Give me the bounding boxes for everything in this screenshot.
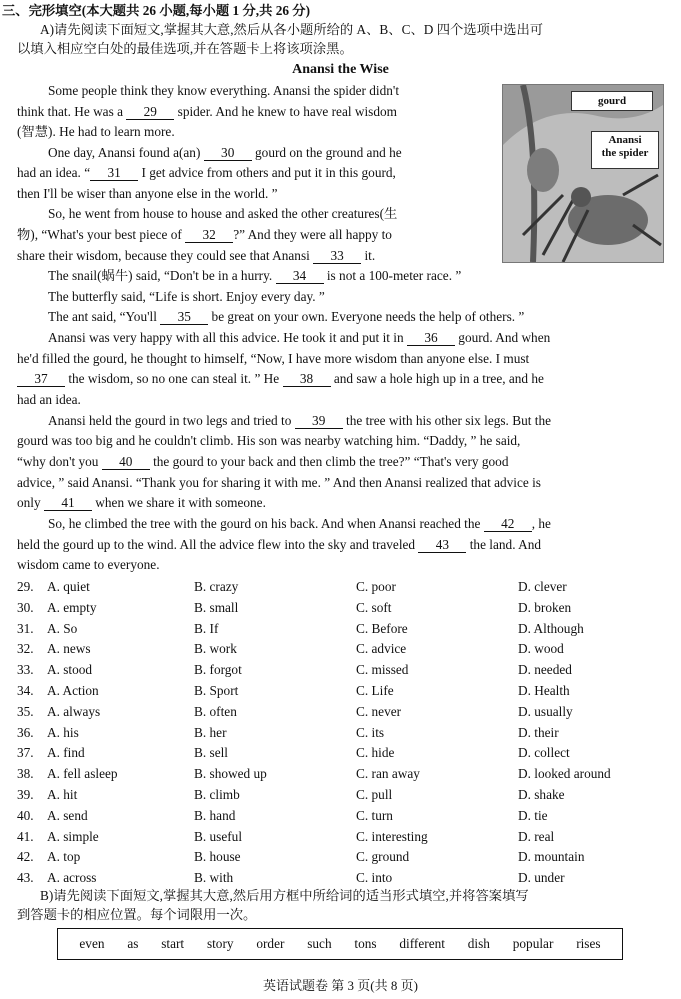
passage-line: The snail(蜗牛) said, “Don't be in a hurry. 34 is not a 100-meter race. ” [48, 268, 462, 283]
option-d[interactable]: D. under [518, 870, 565, 886]
passage-line: One day, Anansi found a(an) 30 gourd on the ground and he [48, 145, 402, 160]
question-number: 33. [17, 662, 34, 678]
option-a[interactable]: A. always [47, 703, 101, 719]
option-d[interactable]: D. their [518, 724, 559, 740]
question-number: 37. [17, 745, 34, 761]
option-a[interactable]: A. stood [47, 662, 93, 678]
word-box-item: dish [467, 936, 490, 951]
blank-31: 31 [90, 165, 138, 181]
passage-line: “why don't you 40 the gourd to your back and then climb the tree?” “That's very good [17, 454, 509, 469]
option-a[interactable]: A. simple [47, 828, 99, 844]
option-c[interactable]: C. Life [356, 683, 394, 698]
part-b-instruction-1: B)请先阅读下面短文,掌握其大意,然后用方框中所给词的适当形式填空,并将答案填写 [40, 888, 529, 903]
option-a[interactable]: A. quiet [47, 579, 90, 594]
option-b[interactable]: B. sell [194, 745, 228, 761]
question-number: 36. [17, 724, 34, 740]
option-c[interactable]: C. missed [356, 662, 409, 678]
option-c[interactable]: C. its [356, 724, 385, 740]
option-a[interactable]: A. Action [47, 683, 99, 698]
option-c[interactable]: C. hide [356, 745, 395, 761]
blank-39: 39 [295, 413, 343, 429]
part-a-instruction-1: A)请先阅读下面短文,掌握其大意,然后从各小题所给的 A、B、C、D 四个选项中选出可 [40, 22, 544, 37]
passage-line: Some people think they know everything. Anansi the spider didn't [48, 83, 400, 98]
option-a[interactable]: A. his [47, 724, 79, 740]
question-number: 38. [17, 766, 34, 782]
option-b[interactable]: B. forgot [194, 662, 242, 678]
question-number: 32. [17, 641, 34, 657]
question-number: 29. [17, 579, 34, 594]
option-b[interactable]: B. hand [194, 807, 236, 823]
word-box-item: order [256, 936, 285, 951]
part-a-instruction-2: 以填入相应空白处的最佳选项,并在答题卡上将该项涂黑。 [17, 41, 353, 56]
page-footer: 英语试题卷 第 3 页(共 8 页) [263, 978, 418, 993]
anansi-illustration [502, 84, 664, 263]
option-b[interactable]: B. work [194, 641, 237, 657]
word-box-item: story [206, 936, 234, 951]
blank-43: 43 [418, 537, 466, 553]
word-box-item: as [127, 936, 139, 951]
option-d[interactable]: D. collect [518, 745, 570, 761]
section-header: 三、完形填空(本大题共 26 小题,每小题 1 分,共 26 分) [2, 3, 311, 18]
question-number: 31. [17, 620, 34, 636]
question-number: 42. [17, 849, 34, 865]
blank-33: 33 [313, 248, 361, 264]
option-a[interactable]: A. across [47, 870, 97, 886]
passage-line: The butterfly said, “Life is short. Enjoy every day. ” [48, 289, 325, 304]
option-b[interactable]: B. showed up [194, 766, 267, 782]
option-b[interactable]: B. with [194, 870, 234, 886]
question-number: 35. [17, 703, 34, 719]
blank-35: 35 [160, 309, 208, 325]
option-a[interactable]: A. fell asleep [47, 766, 118, 782]
option-c[interactable]: C. pull [356, 787, 393, 802]
word-box [57, 928, 623, 960]
question-number: 40. [17, 807, 34, 823]
option-c[interactable]: C. ran away [356, 766, 420, 782]
passage-line: gourd was too big and he couldn't climb. His son was nearby watching him. “Daddy, ” he said, [17, 433, 521, 448]
anansi-callout-line-2: the spider [601, 147, 649, 159]
option-b[interactable]: B. useful [194, 828, 243, 844]
word-box-item: rises [576, 936, 601, 951]
option-c[interactable]: C. soft [356, 599, 392, 615]
passage-line: think that. He was a 29 spider. And he knew to have real wisdom [17, 104, 397, 119]
question-number: 39. [17, 787, 34, 802]
passage-line: wisdom came to everyone. [17, 557, 160, 572]
word-box-item: different [399, 936, 445, 951]
option-c[interactable]: C. into [356, 870, 393, 886]
passage-line: Anansi was very happy with all this advice. He took it and put it in 36 gourd. And when [48, 330, 551, 345]
option-c[interactable]: C. never [356, 703, 402, 719]
option-a[interactable]: A. news [47, 641, 91, 657]
blank-42: 42 [484, 516, 532, 532]
option-a[interactable]: A. send [47, 807, 88, 823]
option-b[interactable]: B. crazy [194, 579, 239, 594]
passage-line: held the gourd up to the wind. All the advice flew into the sky and traveled 43 the land. And [17, 537, 542, 552]
passage-title: Anansi the Wise [292, 62, 389, 77]
option-c[interactable]: C. interesting [356, 828, 428, 844]
gourd-callout: gourd [571, 91, 653, 111]
passage-line: only 41 when we share it with someone. [17, 495, 266, 510]
question-number: 34. [17, 683, 34, 698]
word-box-item: such [307, 936, 332, 951]
word-box-item: start [161, 936, 185, 951]
blank-38: 38 [283, 371, 331, 387]
option-d[interactable]: D. Although [518, 620, 584, 636]
option-d[interactable]: D. clever [518, 579, 567, 594]
option-a[interactable]: A. hit [47, 787, 78, 802]
option-b[interactable]: B. climb [194, 787, 240, 802]
passage-line: (智慧). He had to learn more. [17, 124, 175, 139]
passage-line: Anansi held the gourd in two legs and tried to 39 the tree with his other six legs. But the [48, 413, 551, 428]
word-box-item: popular [512, 936, 554, 951]
blank-34: 34 [276, 268, 324, 284]
spider-gourd-drawing [503, 85, 663, 262]
passage-line: 物), “What's your best piece of 32 ?” And they were all happy to [17, 227, 392, 242]
passage-line: 37 the wisdom, so no one can steal it. ” He 38 and saw a hole high up in a tree, and he [17, 370, 544, 388]
blank-30: 30 [204, 145, 252, 161]
passage-line: then I'll be wiser than anyone else in the world. ” [17, 186, 278, 201]
question-number: 43. [17, 870, 34, 886]
option-c[interactable]: C. turn [356, 807, 393, 823]
word-box-item: tons [354, 936, 377, 951]
blank-37: 37 [17, 371, 65, 387]
option-d[interactable]: D. real [518, 828, 555, 844]
option-c[interactable]: C. advice [356, 641, 407, 657]
option-b[interactable]: B. often [194, 703, 237, 719]
passage-line: had an idea. [17, 392, 81, 407]
anansi-callout-line-1: Anansi [608, 134, 642, 146]
part-b-instruction-2: 到答题卡的相应位置。每个词限用一次。 [17, 907, 257, 922]
option-d[interactable]: D. shake [518, 787, 565, 802]
option-b[interactable]: B. her [194, 724, 227, 740]
option-d[interactable]: D. broken [518, 599, 572, 615]
option-b[interactable]: B. house [194, 849, 241, 865]
option-d[interactable]: D. needed [518, 662, 572, 678]
blank-40: 40 [102, 454, 150, 470]
question-number: 30. [17, 599, 34, 615]
option-c[interactable]: C. ground [356, 849, 410, 865]
passage-line: share their wisdom, because they could see that Anansi 33 it. [17, 248, 376, 263]
option-a[interactable]: A. empty [47, 599, 97, 615]
passage-line: advice, ” said Anansi. “Thank you for sharing it with me. ” And then Anansi realized that advice is [17, 475, 541, 490]
passage-line: So, he climbed the tree with the gourd on his back. And when Anansi reached the 42 , he [48, 516, 551, 531]
anansi-callout [591, 131, 659, 169]
blank-41: 41 [44, 495, 92, 511]
passage-line: The ant said, “You'll 35 be great on your own. Everyone needs the help of others. ” [48, 309, 525, 324]
option-a[interactable]: A. find [47, 745, 85, 761]
option-d[interactable]: D. mountain [518, 849, 585, 865]
option-c[interactable]: C. Before [356, 620, 408, 636]
option-b[interactable]: B. small [194, 599, 239, 615]
option-b[interactable]: B. Sport [194, 683, 239, 698]
question-number: 41. [17, 828, 34, 844]
passage-line: he'd filled the gourd, he thought to himself, “Now, I have more wisdom than anyone else. I must [17, 351, 530, 366]
option-c[interactable]: C. poor [356, 579, 396, 594]
option-a[interactable]: A. top [47, 849, 81, 865]
blank-36: 36 [407, 330, 455, 346]
option-d[interactable]: D. tie [518, 807, 548, 823]
passage-line: had an idea. “ 31 I get advice from others and put it in this gourd, [17, 165, 396, 180]
blank-32: 32 [185, 227, 233, 243]
option-d[interactable]: D. usually [518, 703, 573, 719]
option-a[interactable]: A. So [47, 620, 78, 636]
option-d[interactable]: D. Health [518, 683, 570, 698]
option-d[interactable]: D. wood [518, 641, 564, 657]
passage-line: So, he went from house to house and asked the other creatures(生 [48, 206, 398, 221]
word-box-item: even [79, 936, 105, 951]
option-d[interactable]: D. looked around [518, 766, 611, 782]
option-b[interactable]: B. If [194, 620, 219, 636]
blank-29: 29 [126, 104, 174, 120]
